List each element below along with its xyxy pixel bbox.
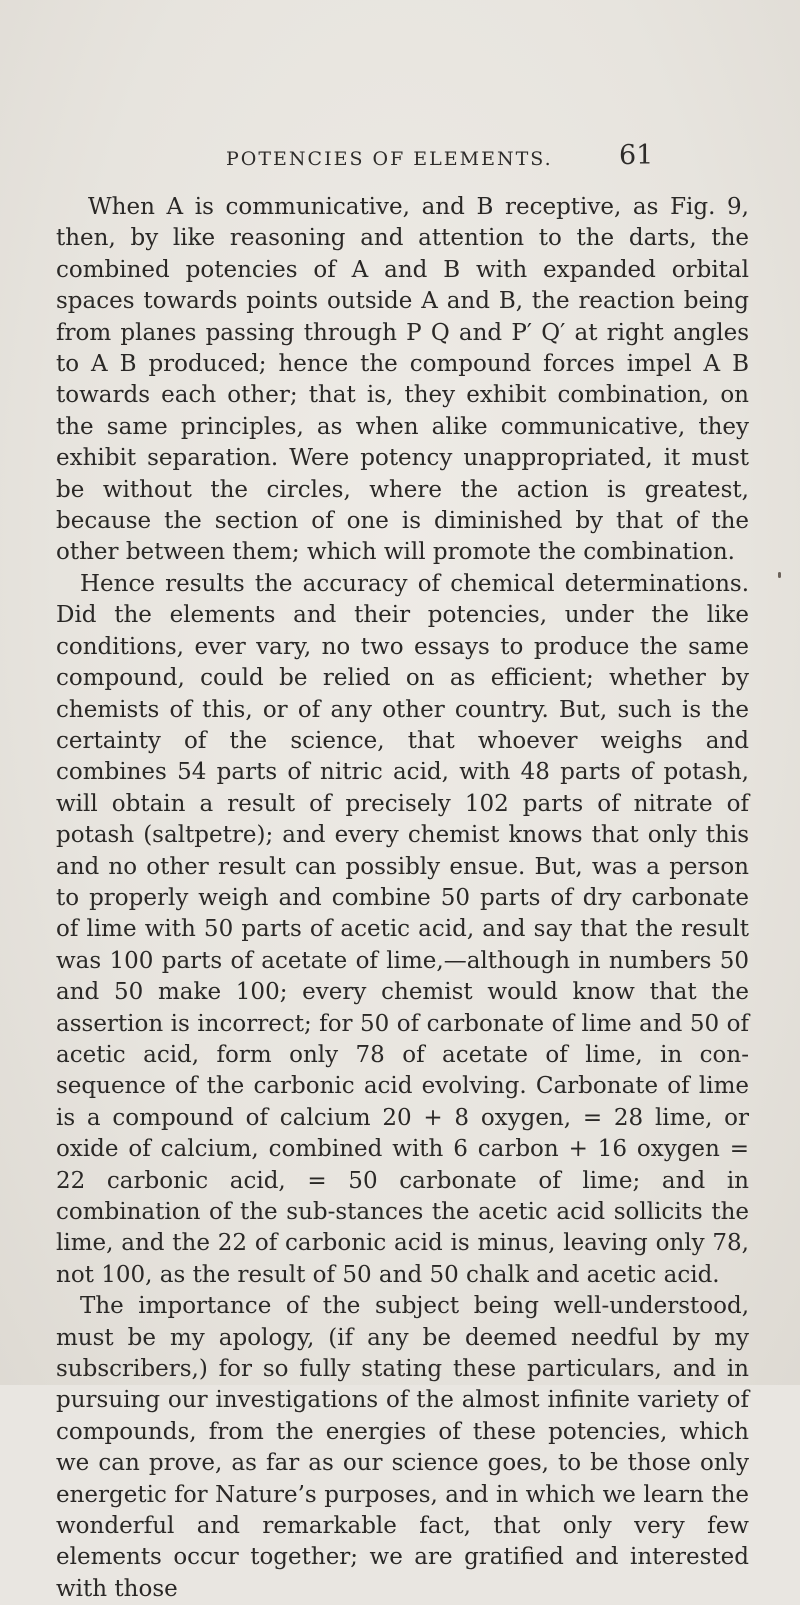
paragraph-1: When A is communicative, and B receptive, as Fig. 9, then, by like reasoning and attention to the darts, the combined potencies of A and B with expanded orbital spaces towards points outside A and B, the reaction being from planes passing through P Q and P′ Q′ at right angles to A B produced; hence the compound forces impel A B towards each other; that is, they exhibit combination, on the same principles, as when alike communicative, they exhibit separation. Were potency unappropriated, it must be without the circles, where the action is greatest, because the section of one is diminished by that of the other between them; which will promote the combination. (56, 194, 749, 566)
page-number: 61 (619, 140, 654, 171)
running-head: POTENCIES OF ELEMENTS. (226, 148, 553, 170)
paper-blemish (778, 572, 781, 578)
body-text (56, 192, 749, 1605)
paragraph-2: Hence results the accuracy of chemical determinations. Did the elements and their potencies, under the like conditions, ever vary, no two essays to produce the same compound, could be relied on as efficient; whether by chemists of this, or of any other country. But, such is the certainty of the science, that whoever weighs and combines 54 parts of nitric acid, with 48 parts of potash, will obtain a result of precisely 102 parts of nitrate of potash (saltpetre); and every chemist knows that only this and no other result can possibly ensue. But, was a person to properly weigh and combine 50 parts of dry carbonate of lime with 50 parts of acetic acid, and say that the result was 100 parts of acetate of lime,—although in numbers 50 and 50 make 100; every chemist would know that the assertion is incorrect; for 50 of carbonate of lime and 50 of acetic acid, form only 78 of acetate of lime, in con-sequence of the carbonic acid evolving. Carbonate of lime is a compound of calcium 20 + 8 oxygen, = 28 lime, or oxide of calcium, combined with 6 carbon + 16 oxygen = 22 carbonic acid, = 50 carbonate of lime; and in combination of the sub-stances the acetic acid sollicits the lime, and the 22 of carbonic acid is minus, leaving only 78, not 100, as the result of 50 and 50 chalk and acetic acid. (56, 570, 749, 1288)
paragraph-3: The importance of the subject being well-understood, must be my apology, (if any be deemed needful by my subscribers,) for so fully stating these particulars, and in pursuing our investigations of the almost infinite variety of compounds, from the energies of these potencies, which we can prove, as far as our science goes, to be those only energetic for Nature’s purposes, and in which we learn the wonderful and remarkable fact, that only very few elements occur together; we are gratified and interested with those (56, 1293, 749, 1602)
